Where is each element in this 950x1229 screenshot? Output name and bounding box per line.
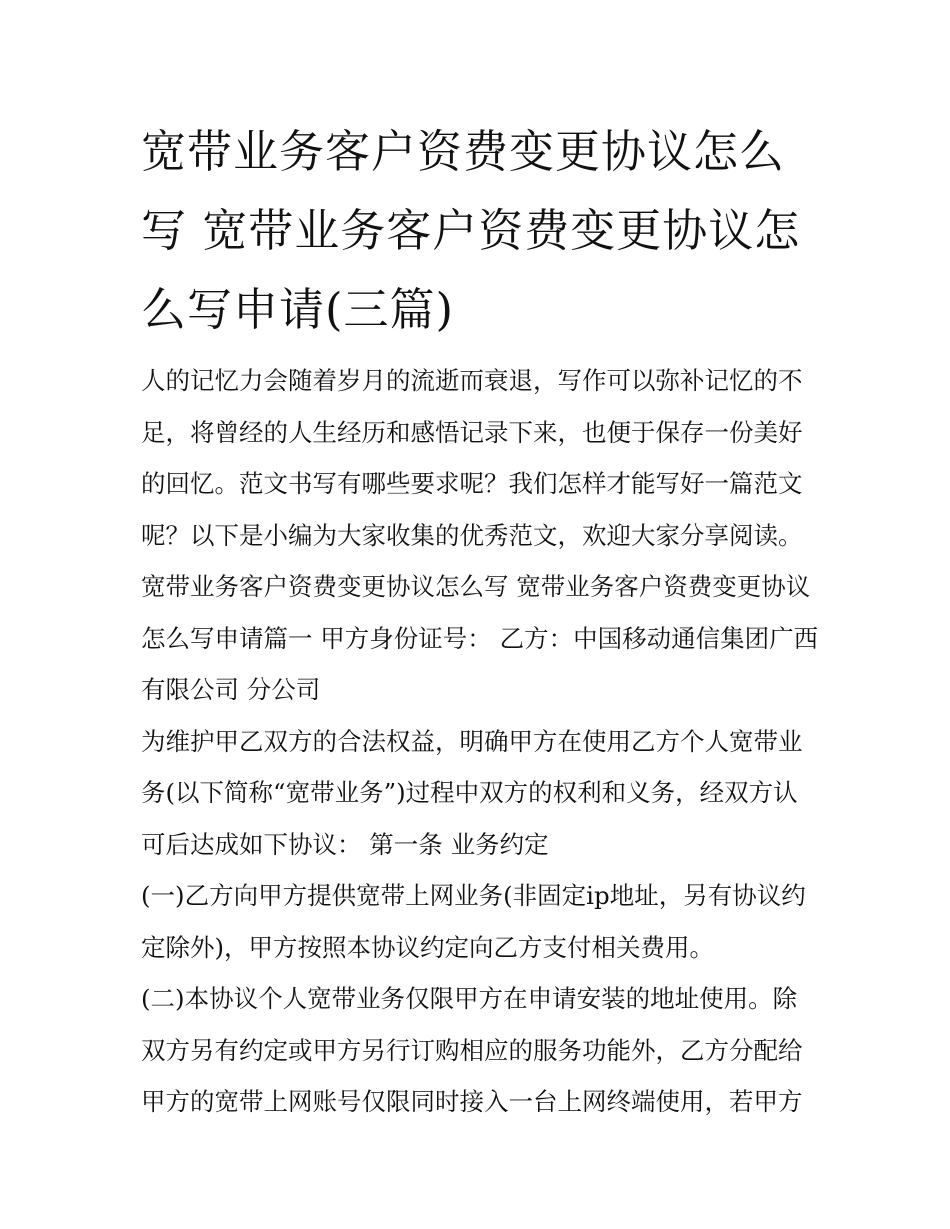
clause-1-paragraph: (一)乙方向甲方提供宽带上网业务(非固定ip地址，另有协议约定除外)，甲方按照本协议约定向乙方支付相关费用。 xyxy=(141,881,806,962)
document-page xyxy=(141,112,821,1128)
document-body xyxy=(141,355,821,1128)
document-title: 宽带业务客户资费变更协议怎么写 宽带业务客户资费变更协议怎么写申请(三篇) xyxy=(141,125,801,336)
preamble-paragraph: 为维护甲乙双方的合法权益，明确甲方在使用乙方个人宽带业务(以下简称“宽带业务”)过程中双方的权利和义务，经双方认可后达成如下协议： 第一条 业务约定 xyxy=(141,726,803,859)
clause-2-paragraph: (二)本协议个人宽带业务仅限甲方在申请安装的地址使用。除双方另有约定或甲方另行订购相应的服务功能外，乙方分配给甲方的宽带上网账号仅限同时接入一台上网终端使用，若甲方 xyxy=(141,984,803,1116)
intro-paragraph: 人的记忆力会随着岁月的流逝而衰退，写作可以弥补记忆的不足，将曾经的人生经历和感悟记录下来，也便于保存一份美好的回忆。范文书写有哪些要求呢？我们怎样才能写好一篇范文呢？以下是小编为大家收集的优秀范文，欢迎大家分享阅读。 xyxy=(141,366,803,550)
section-heading-paragraph: 宽带业务客户资费变更协议怎么写 宽带业务客户资费变更协议怎么写申请篇一 甲方身份证号： 乙方：中国移动通信集团广西有限公司 分公司 xyxy=(141,572,819,704)
